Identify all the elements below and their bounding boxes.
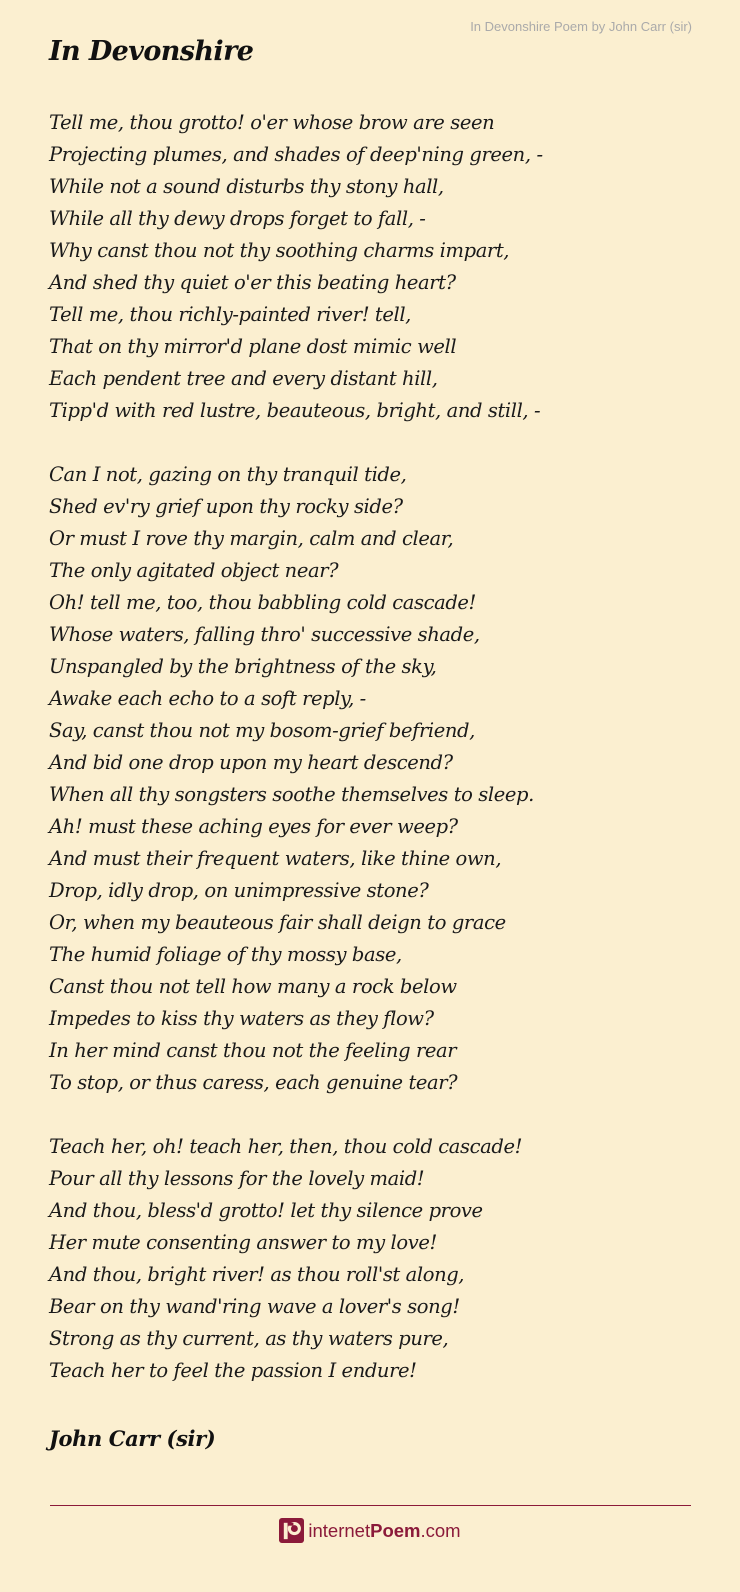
logo-text-bold: Poem [370, 1519, 421, 1541]
logo-text-regular: internet [308, 1519, 371, 1541]
logo-text-suffix: .com [420, 1519, 461, 1541]
poem-line: Projecting plumes, and shades of deep'ning green, - [49, 143, 543, 166]
poem-line: Strong as thy current, as thy waters pure, [49, 1327, 449, 1350]
poem-line: And shed thy quiet o'er this beating heart? [49, 271, 456, 294]
stanza [49, 1131, 699, 1387]
poem-line: Awake each echo to a soft reply, - [49, 687, 366, 710]
poem-line: Whose waters, falling thro' successive shade, [49, 623, 480, 646]
poem-line: Canst thou not tell how many a rock below [49, 975, 457, 998]
poem-line: Or, when my beauteous fair shall deign to grace [49, 911, 506, 934]
poem-line: While all thy dewy drops forget to fall, - [49, 207, 426, 230]
footer-divider [50, 1505, 691, 1506]
poem-line: Her mute consenting answer to my love! [49, 1231, 437, 1254]
stanza [49, 107, 699, 427]
poem-body [49, 107, 699, 1419]
poem-line: Or must I rove thy margin, calm and clear, [49, 527, 454, 550]
poem-line: Why canst thou not thy soothing charms impart, [49, 239, 510, 262]
poem-line: And bid one drop upon my heart descend? [49, 751, 453, 774]
poem-line: And thou, bless'd grotto! let thy silence prove [49, 1199, 483, 1222]
poem-line: And thou, bright river! as thou roll'st along, [49, 1263, 465, 1286]
internetpoem-logo-icon [279, 1518, 304, 1543]
poem-line: The humid foliage of thy mossy base, [49, 943, 402, 966]
poem-line: Say, canst thou not my bosom-grief befriend, [49, 719, 475, 742]
poem-line: In her mind canst thou not the feeling rear [49, 1039, 457, 1062]
footer-logo-text [308, 1520, 460, 1542]
poem-line: Teach her to feel the passion I endure! [49, 1359, 417, 1382]
poem-line: Oh! tell me, too, thou babbling cold cascade! [49, 591, 476, 614]
poem-line: While not a sound disturbs thy stony hall, [49, 175, 444, 198]
poem-line: When all thy songsters soothe themselves to sleep. [49, 783, 534, 806]
poem-line: Shed ev'ry grief upon thy rocky side? [49, 495, 403, 518]
poem-line: Unspangled by the brightness of the sky, [49, 655, 437, 678]
poem-line: And must their frequent waters, like thine own, [49, 847, 502, 870]
poem-line: Teach her, oh! teach her, then, thou cold cascade! [49, 1135, 523, 1158]
poem-line: Impedes to kiss thy waters as they flow? [49, 1007, 434, 1030]
poem-line: Tell me, thou richly-painted river! tell, [49, 303, 411, 326]
poem-line: Can I not, gazing on thy tranquil tide, [49, 463, 407, 486]
poem-line: Pour all thy lessons for the lovely maid! [49, 1167, 425, 1190]
poem-author: John Carr (sir) [49, 1426, 216, 1451]
poem-line: Tell me, thou grotto! o'er whose brow are seen [49, 111, 495, 134]
poem-line: Ah! must these aching eyes for ever weep? [49, 815, 458, 838]
poem-line: To stop, or thus caress, each genuine tear? [49, 1071, 458, 1094]
poem-line: That on thy mirror'd plane dost mimic well [49, 335, 457, 358]
poem-line: Each pendent tree and every distant hill, [49, 367, 438, 390]
poem-line: Bear on thy wand'ring wave a lover's song! [49, 1295, 460, 1318]
poem-line: The only agitated object near? [49, 559, 339, 582]
footer-logo[interactable] [0, 1518, 740, 1543]
stanza [49, 459, 699, 1099]
header-caption: In Devonshire Poem by John Carr (sir) [470, 19, 692, 34]
poem-line: Tipp'd with red lustre, beauteous, bright, and still, - [49, 399, 541, 422]
poem-line: Drop, idly drop, on unimpressive stone? [49, 879, 429, 902]
poem-title: In Devonshire [49, 36, 254, 67]
